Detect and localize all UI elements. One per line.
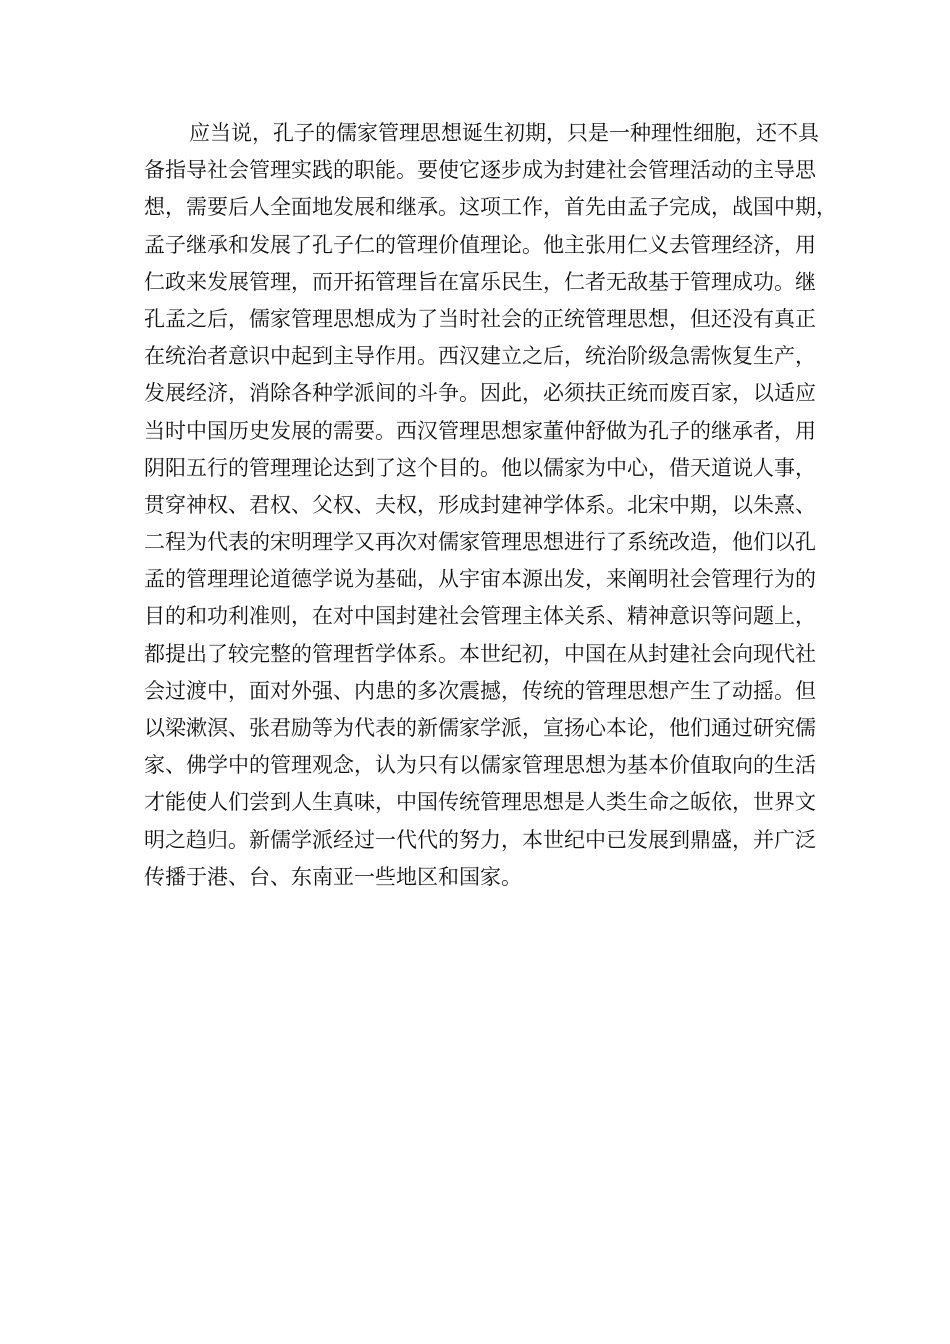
- paragraph-line: 在统治者意识中起到主导作用。西汉建立之后，统治阶级急需恢复生产，: [144, 344, 816, 369]
- paragraph-line: 明之趋归。新儒学派经过一代代的努力，本世纪中已发展到鼎盛，并广泛: [144, 827, 816, 852]
- paragraph-line: 阴阳五行的管理理论达到了这个目的。他以儒家为中心，借天道说人事，: [144, 455, 816, 480]
- paragraph-line: 孔孟之后，儒家管理思想成为了当时社会的正统管理思想，但还没有真正: [144, 306, 816, 331]
- paragraph-line: 想，需要后人全面地发展和继承。这项工作，首先由孟子完成，战国中期，: [144, 195, 837, 220]
- paragraph-line: 仁政来发展管理，而开拓管理旨在富乐民生，仁者无敌基于管理成功。继: [144, 269, 816, 294]
- paragraph-line: 贯穿神权、君权、父权、夫权，形成封建神学体系。北宋中期，以朱熹、: [144, 492, 816, 517]
- paragraph-line: 目的和功利准则，在对中国封建社会管理主体关系、精神意识等问题上，: [144, 604, 816, 629]
- paragraph-line: 发展经济，消除各种学派间的斗争。因此，必须扶正统而废百家，以适应: [144, 381, 816, 406]
- paragraph-line: 以梁漱溟、张君励等为代表的新儒家学派，宣扬心本论，他们通过研究儒: [144, 716, 816, 740]
- paragraph-line: 家、佛学中的管理观念，认为只有以儒家管理思想为基本价值取向的生活: [144, 753, 816, 778]
- paragraph-line: 应当说，孔子的儒家管理思想诞生初期，只是一种理性细胞，还不具: [189, 121, 819, 145]
- paragraph-line: 当时中国历史发展的需要。西汉管理思想家董仲舒做为孔子的继承者，用: [144, 418, 816, 443]
- paragraph-line: 孟子继承和发展了孔子仁的管理价值理论。他主张用仁义去管理经济，用: [144, 232, 816, 257]
- paragraph-line: 孟的管理理论道德学说为基础，从宇宙本源出发，来阐明社会管理行为的: [144, 567, 816, 592]
- paragraph-line: 会过渡中，面对外强、内患的多次震撼，传统的管理思想产生了动摇。但: [144, 678, 816, 703]
- paragraph-line: 二程为代表的宋明理学又再次对儒家管理思想进行了系统改造，他们以孔: [144, 530, 816, 555]
- body-paragraph: [144, 115, 854, 896]
- paragraph-line: 才能使人们尝到人生真味，中国传统管理思想是人类生命之皈依，世界文: [144, 790, 816, 815]
- paragraph-line: 传播于港、台、东南亚一些地区和国家。: [144, 864, 522, 889]
- paragraph-line: 都提出了较完整的管理哲学体系。本世纪初，中国在从封建社会向现代社: [144, 641, 816, 666]
- paragraph-line: 备指导社会管理实践的职能。要使它逐步成为封建社会管理活动的主导思: [144, 158, 816, 183]
